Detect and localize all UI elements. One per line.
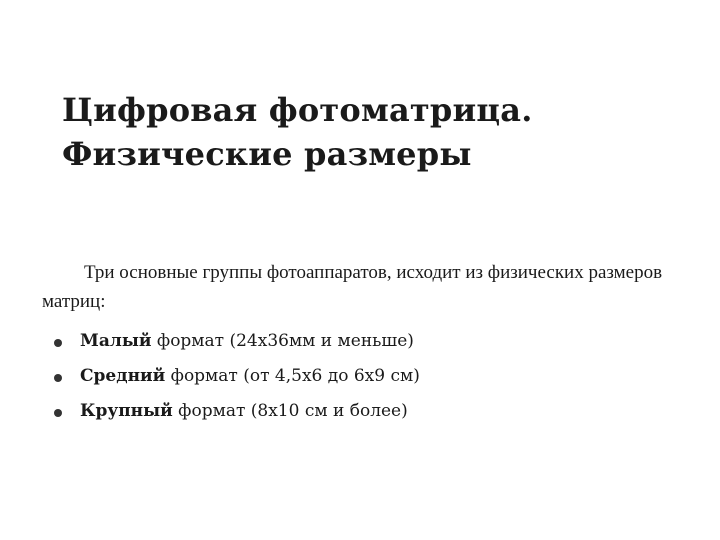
format-term: Средний	[80, 366, 166, 386]
format-description: формат (от 4,5х6 до 6х9 см)	[165, 366, 420, 386]
slide-body	[42, 258, 682, 429]
list-item-medium	[42, 359, 682, 394]
title-line-2: Физические размеры	[62, 135, 472, 173]
slide-title	[62, 88, 682, 176]
format-term: Малый	[80, 331, 152, 351]
bullet-icon	[54, 339, 62, 347]
list-item-large	[42, 394, 682, 429]
format-description: формат (8х10 см и более)	[172, 401, 408, 421]
format-term: Крупный	[80, 401, 173, 421]
bullet-icon	[54, 374, 62, 382]
format-list	[42, 324, 682, 429]
list-item-small	[42, 324, 682, 359]
format-description: формат (24х36мм и меньше)	[151, 331, 414, 351]
intro-paragraph: Три основные группы фотоаппаратов, исходит из физических размеров матриц:	[42, 262, 663, 312]
title-line-1: Цифровая фотоматрица.	[62, 91, 533, 129]
bullet-icon	[54, 409, 62, 417]
